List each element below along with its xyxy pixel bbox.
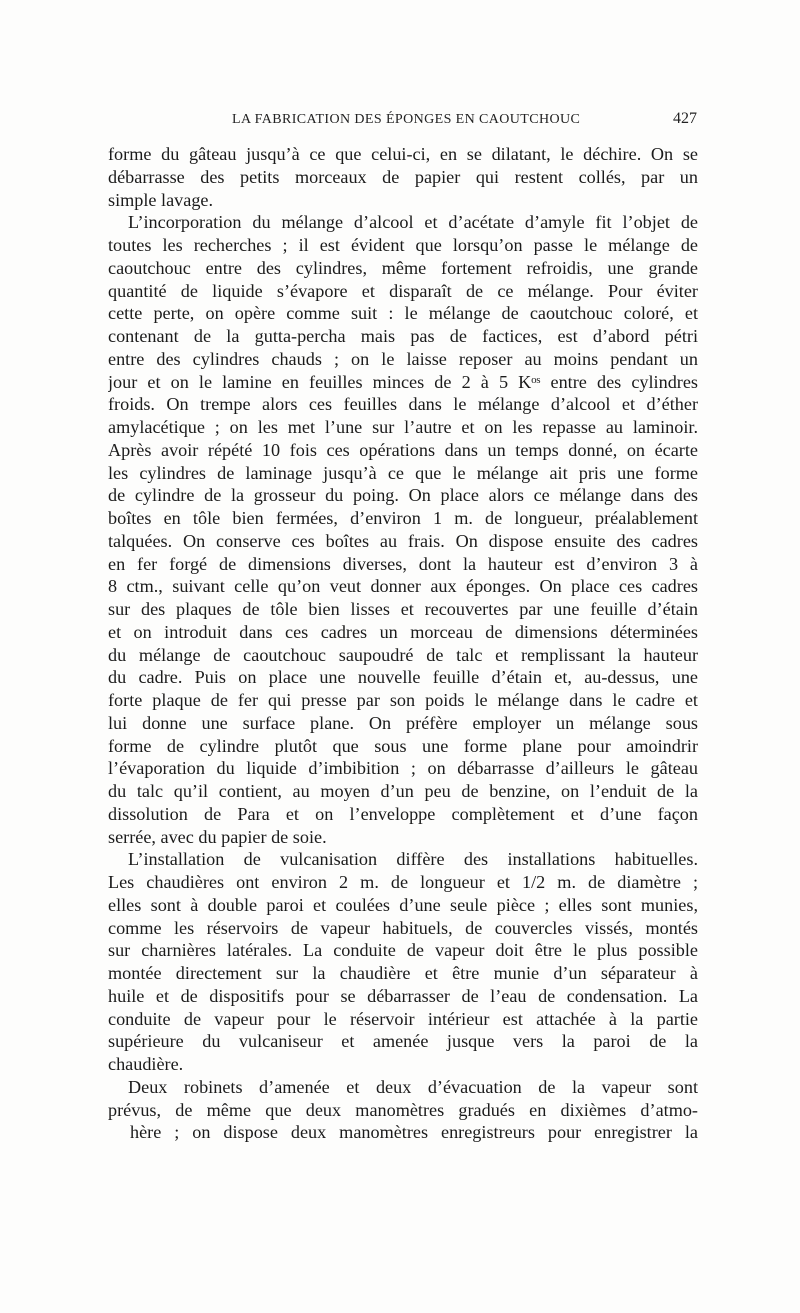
- paragraph: [108, 211, 698, 848]
- text-line: supérieure du vulcaniseur et amenée jusque vers la paroi de la: [108, 1031, 698, 1052]
- text-line: conduite de vapeur pour le réservoir intérieur est attachée à la partie: [108, 1008, 698, 1029]
- text-line: hère ; on dispose deux manomètres enregistreurs pour enregistrer la: [130, 1122, 698, 1143]
- text-line: les cylindres de laminage jusqu’à ce que le mélange ait pris une forme: [108, 462, 698, 483]
- text-line: L’installation de vulcanisation diffère des installations habituelles.: [128, 849, 698, 870]
- text-line: sur des plaques de tôle bien lisses et recouvertes par une feuille d’étain: [108, 599, 698, 619]
- text-line: jour et on le lamine en feuilles minces de 2 à 5 Kᵒˢ entre des cylindres: [108, 371, 698, 392]
- text-line: 8 ctm., suivant celle qu’on veut donner aux éponges. On place ces cadres: [108, 576, 698, 597]
- text-line: forme de cylindre plutôt que sous une forme plane pour amoindrir: [108, 735, 698, 756]
- paragraph: [108, 143, 698, 211]
- text-line: amylacétique ; on les met l’une sur l’autre et on les repasse au laminoir.: [108, 417, 698, 437]
- text-line: contenant de la gutta-percha mais pas de factices, est d’abord pétri: [108, 326, 698, 346]
- text-line: Après avoir répété 10 fois ces opérations dans un temps donné, on écarte: [108, 439, 698, 460]
- text-line: dissolution de Para et on l’enveloppe complètement et d’une façon: [108, 803, 698, 824]
- text-line: du cadre. Puis on place une nouvelle feuille d’étain et, au-dessus, une: [108, 667, 698, 688]
- text-line: sur charnières latérales. La conduite de vapeur doit être le plus possible: [108, 940, 698, 961]
- text-line: entre des cylindres chauds ; on le laisse reposer au moins pendant un: [108, 348, 698, 369]
- text-line: toutes les recherches ; il est évident que lorsqu’on passe le mélange de: [108, 235, 698, 255]
- text-line: L’incorporation du mélange d’alcool et d’acétate d’amyle fit l’objet de: [128, 212, 698, 233]
- paragraph: [108, 1076, 698, 1144]
- text-line: serrée, avec du papier de soie.: [108, 826, 327, 847]
- text-line: lui donne une surface plane. On préfère employer un mélange sous: [108, 712, 698, 733]
- text-line: caoutchouc entre des cylindres, même fortement refroidis, une grande: [108, 257, 698, 278]
- text-line: comme les réservoirs de vapeur habituels, de couvercles vissés, montés: [108, 917, 698, 938]
- text-line: froids. On trempe alors ces feuilles dans le mélange d’alcool et d’éther: [108, 394, 698, 415]
- text-line: prévus, de même que deux manomètres gradués en dixièmes d’atmo-: [108, 1099, 698, 1120]
- text-line: du mélange de caoutchouc saupoudré de talc et remplissant la hauteur: [108, 644, 698, 665]
- paragraph: [108, 848, 698, 1076]
- text-line: boîtes en tôle bien fermées, d’environ 1 m. de longueur, préalablement: [108, 508, 698, 528]
- text-line: quantité de liquide s’évapore et disparaît de ce mélange. Pour éviter: [108, 280, 698, 301]
- text-line: talquées. On conserve ces boîtes au frais. On dispose ensuite des cadres: [108, 530, 698, 551]
- text-line: simple lavage.: [108, 189, 214, 210]
- text-line: Deux robinets d’amenée et deux d’évacuation de la vapeur sont: [128, 1076, 698, 1097]
- text-line: montée directement sur la chaudière et être munie d’un séparateur à: [108, 963, 698, 983]
- text-line: en fer forgé de dimensions diverses, dont la hauteur est d’environ 3 à: [108, 553, 698, 574]
- text-line: Les chaudières ont environ 2 m. de longueur et 1/2 m. de diamètre ;: [108, 872, 698, 892]
- text-line: l’évaporation du liquide d’imbibition ; on débarrasse d’ailleurs le gâteau: [108, 758, 698, 779]
- text-line: du talc qu’il contient, au moyen d’un peu de benzine, on l’enduit de la: [108, 781, 698, 801]
- text-line: chaudière.: [108, 1054, 184, 1074]
- text-line: forme du gâteau jusqu’à ce que celui-ci, en se dilatant, le déchire. On se: [108, 144, 698, 164]
- text-line: forte plaque de fer qui presse par son poids le mélange dans le cadre et: [108, 690, 698, 710]
- text-line: cette perte, on opère comme suit : le mélange de caoutchouc coloré, et: [108, 303, 698, 324]
- page-number: 427: [673, 110, 697, 127]
- text-line: et on introduit dans ces cadres un morceau de dimensions déterminées: [108, 621, 698, 642]
- text-line: huile et de dispositifs pour se débarrasser de l’eau de condensation. La: [108, 985, 698, 1006]
- text-line: elles sont à double paroi et coulées d’une seule pièce ; elles sont munies,: [108, 894, 698, 915]
- body-text: [108, 143, 698, 1144]
- running-title: LA FABRICATION DES ÉPONGES EN CAOUTCHOUC: [232, 112, 581, 127]
- text-line: débarrasse des petits morceaux de papier qui restent collés, par un: [108, 166, 698, 187]
- text-line: de cylindre de la grosseur du poing. On place alors ce mélange dans des: [108, 485, 698, 506]
